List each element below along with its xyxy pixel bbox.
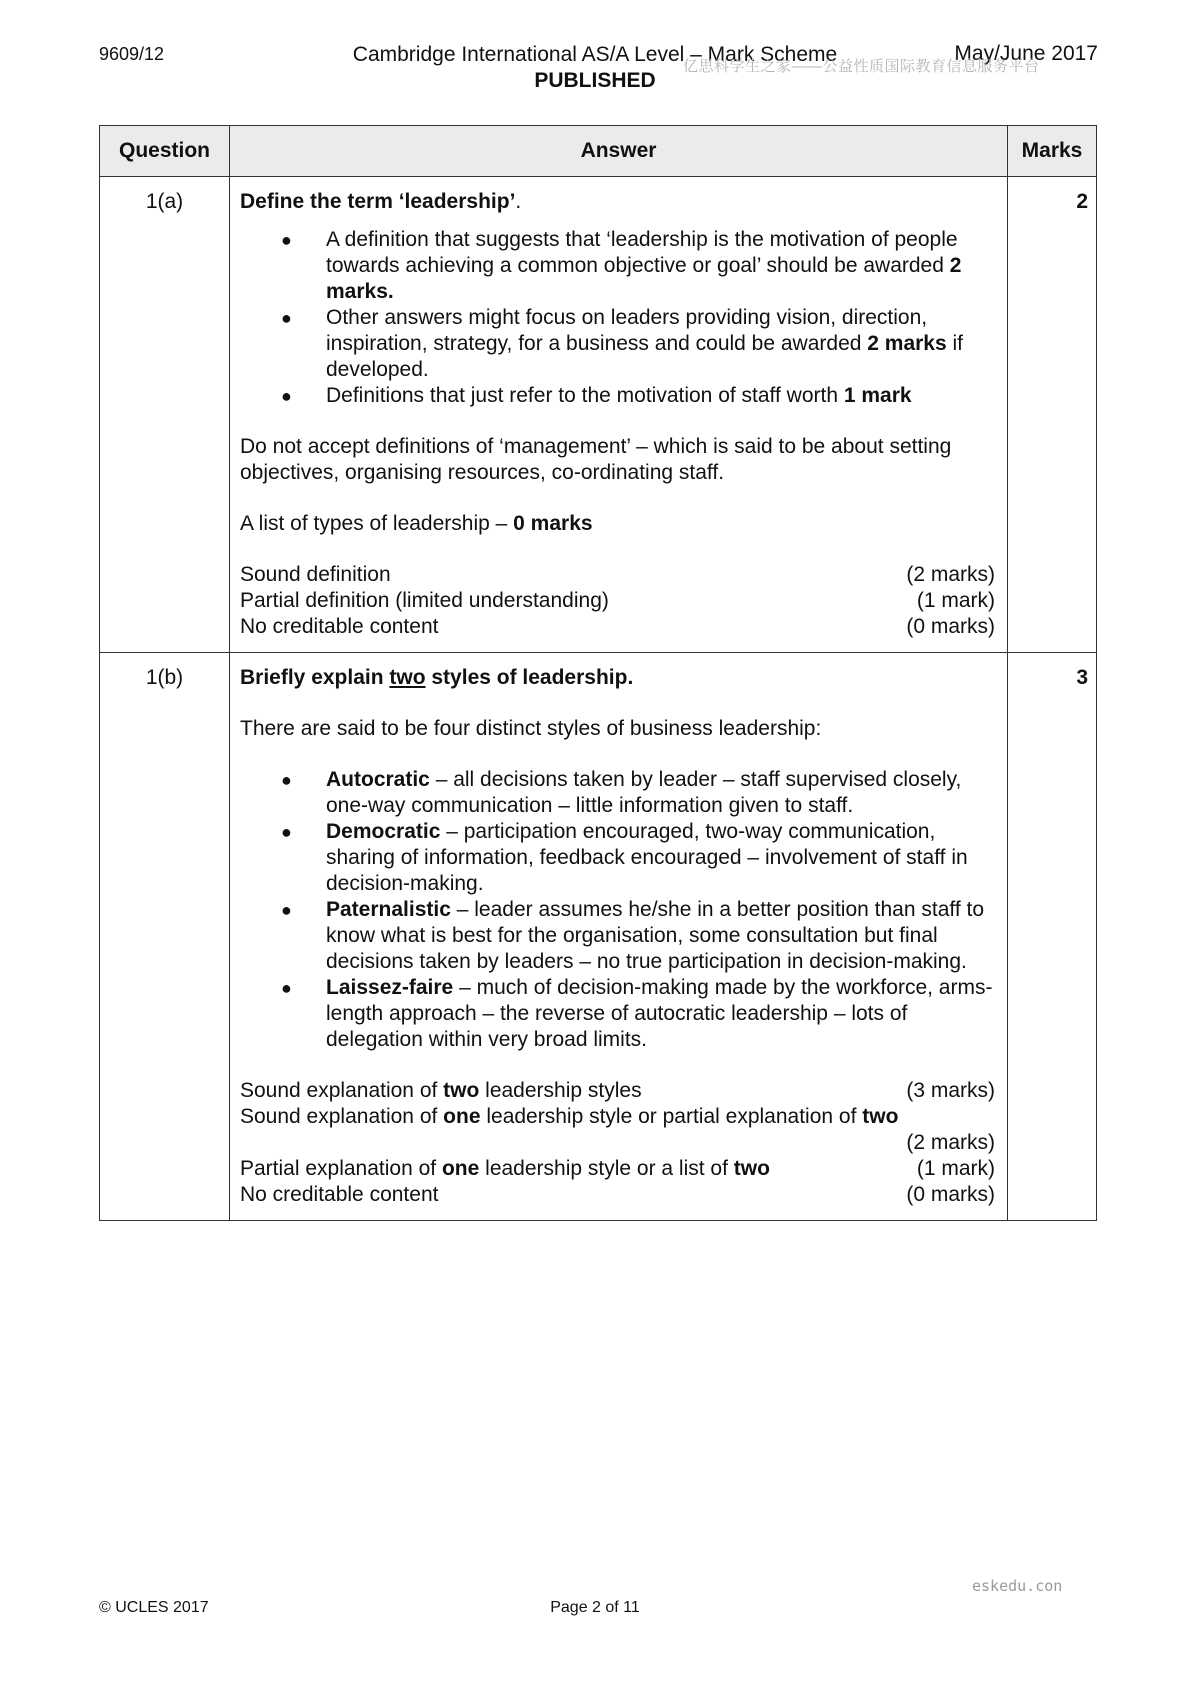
answer-cell (230, 177, 1008, 653)
list-item: ● Laissez-faire – much of decision-making made by the workforce, arms-length approach – the reverse of autocratic leadership – lots of delegation within very broad limits. (281, 976, 993, 1051)
published-label: PUBLISHED (534, 69, 656, 92)
session-date: May/June 2017 (954, 42, 1098, 65)
list-item: ● Paternalistic – leader assumes he/she in a better position than staff to know what is best for the organisation, some consultation but final decisions taken by leaders – no true participation in decision-making. (281, 898, 985, 973)
criteria-row: Partial explanation of one leadership style or a list of two (1 mark) (240, 1157, 995, 1180)
criteria-row: Sound explanation of two leadership styles (3 marks) (240, 1079, 995, 1102)
list-item: ● A definition that suggests that ‘leadership is the motivation of people towards achieving a common objective or goal’ should be awarded 2 marks. (281, 228, 962, 303)
answer-column-header: Answer (230, 126, 1008, 177)
question-prompt: Define the term ‘leadership’. (240, 190, 522, 213)
criteria-row: Sound definition (2 marks) (240, 563, 995, 586)
question-column-header: Question (100, 126, 230, 177)
question-number: 1(a) (100, 177, 230, 653)
criteria-row: Partial definition (limited understanding) (1 mark) (240, 589, 995, 612)
bullet-icon: ● (281, 770, 292, 790)
answer-bullet-list (240, 227, 995, 409)
bullet-icon: ● (281, 978, 292, 998)
list-item: ● Other answers might focus on leaders providing vision, direction, inspiration, strategy, for a business and could be awarded 2 marks if developed. (281, 306, 964, 381)
styles-intro: There are said to be four distinct styles of business leadership: (240, 717, 822, 740)
criteria-row: No creditable content (0 marks) (240, 615, 995, 638)
page-number: Page 2 of 11 (550, 1599, 640, 1616)
criteria-row: Sound explanation of one leadership style or partial explanation of two (2 marks) (240, 1105, 995, 1154)
marks-value: 2 (1008, 177, 1097, 653)
exclusion-note: Do not accept definitions of ‘management’ – which is said to be about setting objectives, organising resources, co-ordinating staff. (240, 435, 952, 484)
criteria-row: No creditable content (0 marks) (240, 1183, 995, 1206)
footer-watermark: eskedu.con (972, 1577, 1063, 1595)
answer-cell (230, 653, 1008, 1221)
list-item: ● Definitions that just refer to the motivation of staff worth 1 mark (281, 384, 912, 407)
title-line: Cambridge International AS/A Level – Mark Scheme (352, 43, 838, 66)
bullet-icon: ● (281, 822, 292, 842)
bullet-icon: ● (281, 308, 292, 328)
marks-column-header: Marks (1008, 126, 1097, 177)
marks-value: 3 (1008, 653, 1097, 1221)
question-prompt: Briefly explain two styles of leadership. (240, 666, 634, 689)
paper-code: 9609/12 (99, 44, 165, 64)
table-row-1b (100, 653, 1097, 1221)
leadership-styles-list (240, 767, 995, 1053)
list-note: A list of types of leadership – 0 marks (240, 512, 593, 535)
bullet-icon: ● (281, 900, 292, 920)
watermark-text: 亿思科学生之家——公益性质国际教育信息服务平台 (683, 58, 1040, 75)
mark-scheme-table (99, 125, 1097, 1221)
question-number: 1(b) (100, 653, 230, 1221)
bullet-icon: ● (281, 230, 292, 250)
table-row-1a (100, 177, 1097, 653)
bullet-icon: ● (281, 386, 292, 406)
copyright: © UCLES 2017 (99, 1599, 209, 1616)
list-item: ● Autocratic – all decisions taken by leader – staff supervised closely, one-way communication – little information given to staff. (281, 768, 962, 817)
list-item: ● Democratic – participation encouraged, two-way communication, sharing of information, feedback encouraged – involvement of staff in decision-making. (281, 820, 968, 895)
table-header-row (100, 126, 1097, 177)
